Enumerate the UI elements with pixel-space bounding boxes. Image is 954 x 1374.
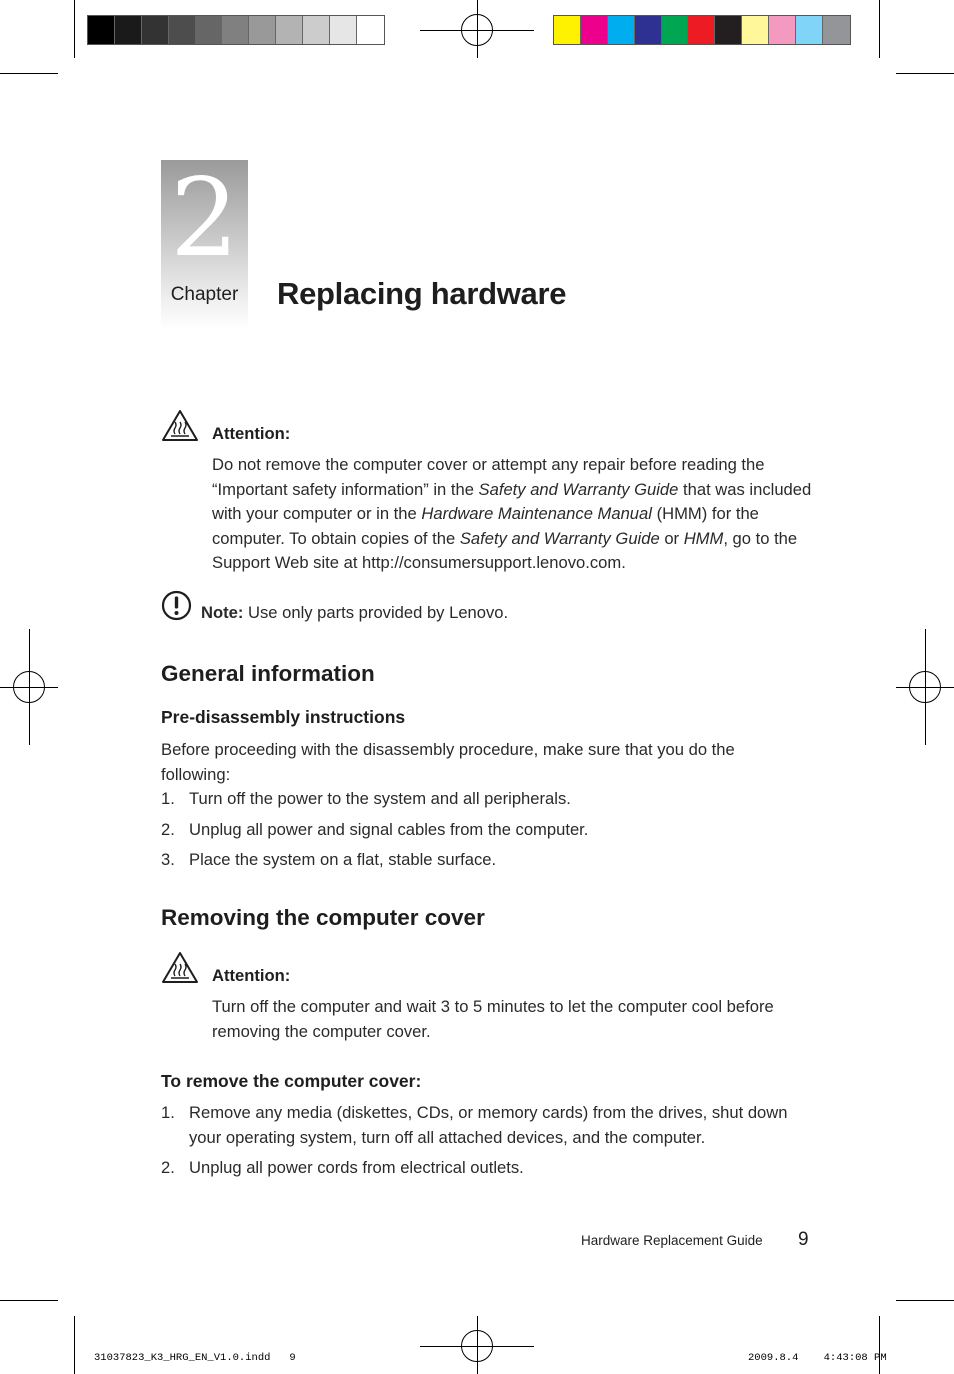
note — [201, 601, 508, 626]
color-swatch — [581, 16, 608, 44]
hmm-title: Hardware Maintenance Manual — [421, 504, 652, 524]
color-swatch — [688, 16, 715, 44]
note-label: Note: — [201, 603, 244, 622]
chapter-number: 2 — [170, 156, 239, 281]
color-swatch — [196, 16, 223, 44]
exclamation-circle-icon — [161, 590, 192, 621]
attention-text-part: (HMM) for the computer. To obtain copies of the — [212, 504, 759, 548]
remove-cover-steps — [161, 1101, 811, 1181]
attention-text-part: Do not remove the computer cover or attempt any repair before reading the “Important safety information” in the — [212, 455, 765, 499]
color-swatch — [276, 16, 303, 44]
color-swatch — [169, 16, 196, 44]
list-item-text: Turn off the power to the system and all peripherals. — [189, 789, 571, 808]
color-swatch — [796, 16, 823, 44]
color-swatch — [662, 16, 689, 44]
color-swatch — [222, 16, 249, 44]
safety-guide-title: Safety and Warranty Guide — [478, 479, 679, 499]
attention-text-part: that was included with your computer or in the — [212, 479, 812, 524]
color-swatch — [823, 16, 850, 44]
note-text: Use only parts provided by Lenovo. — [243, 603, 509, 622]
color-swatch — [249, 16, 276, 44]
color-swatch — [88, 16, 115, 44]
color-swatch — [715, 16, 742, 44]
attention-label: Attention: — [212, 424, 291, 443]
color-swatch — [742, 16, 769, 44]
list-item — [161, 818, 801, 843]
removing-cover-heading: Removing the computer cover — [161, 905, 485, 930]
list-item — [161, 787, 801, 812]
slug-filename: 31037823_K3_HRG_EN_V1.0.indd 9 — [94, 1352, 296, 1364]
list-item-text: Remove any media (diskettes, CDs, or memory cards) from the drives, shut down your operating system, turn off all attached devices, and the computer. — [189, 1103, 788, 1147]
page-number: 9 — [798, 1229, 809, 1250]
slug-timestamp: 2009.8.4 4:43:08 PM — [748, 1352, 887, 1364]
list-item — [161, 848, 801, 873]
color-swatch — [142, 16, 169, 44]
process-color-bar — [553, 15, 851, 45]
chapter-badge — [161, 156, 248, 330]
color-swatch — [769, 16, 796, 44]
color-swatch — [357, 16, 384, 44]
list-item-number: 1. — [161, 1103, 175, 1122]
color-swatch — [115, 16, 142, 44]
list-item — [161, 1101, 811, 1150]
pre-disassembly-intro: Before proceeding with the disassembly procedure, make sure that you do the following: — [161, 740, 735, 784]
attention-text: Turn off the computer and wait 3 to 5 minutes to let the computer cool before removing the computer cover. — [212, 997, 774, 1041]
color-swatch — [608, 16, 635, 44]
pre-disassembly-heading: Pre-disassembly instructions — [161, 707, 406, 727]
pre-disassembly-steps — [161, 787, 801, 873]
attention-text-part: , go to the Support Web site at http://consumersupport.lenovo.com. — [212, 528, 798, 573]
list-item-number: 3. — [161, 850, 175, 870]
general-information-heading: General information — [161, 661, 375, 686]
list-item-text: Unplug all power and signal cables from the computer. — [189, 819, 589, 839]
color-swatch — [330, 16, 357, 44]
color-swatch — [554, 16, 581, 44]
list-item-number: 1. — [161, 789, 175, 808]
safety-guide-title: Safety and Warranty Guide — [459, 528, 660, 548]
page-title: Replacing hardware — [277, 276, 567, 311]
attention-label: Attention: — [212, 966, 291, 985]
grayscale-color-bar — [87, 15, 385, 45]
list-item-text: Unplug all power cords from electrical outlets. — [189, 1158, 524, 1178]
list-item-number: 2. — [161, 819, 175, 839]
attention-text — [212, 453, 822, 576]
footer-guide-name: Hardware Replacement Guide — [581, 1233, 763, 1248]
list-item-text: Place the system on a flat, stable surface. — [189, 850, 497, 870]
hot-surface-warning-icon — [161, 951, 199, 985]
hmm-abbrev: HMM — [683, 528, 724, 548]
chapter-label: Chapter — [170, 284, 239, 305]
list-item-number: 2. — [161, 1158, 175, 1178]
list-item — [161, 1156, 811, 1181]
attention-text-part: or — [659, 528, 684, 548]
color-swatch — [635, 16, 662, 44]
color-swatch — [303, 16, 330, 44]
hot-surface-warning-icon — [161, 409, 199, 443]
procedure-heading: To remove the computer cover: — [161, 1071, 422, 1091]
